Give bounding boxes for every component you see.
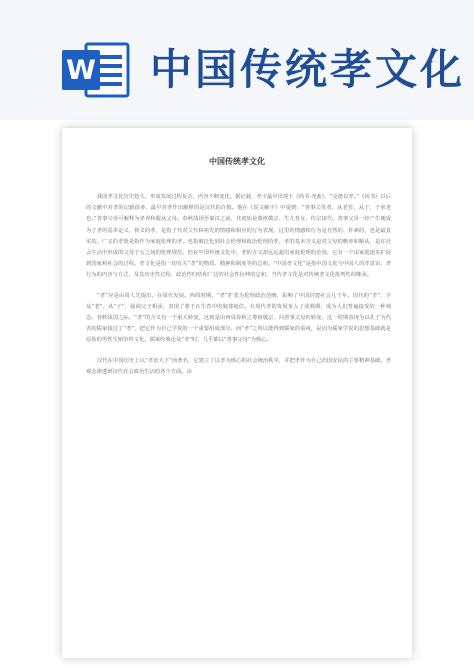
banner xyxy=(0,0,474,120)
word-icon-letter: W xyxy=(66,55,96,86)
banner-title: 中国传统孝文化 xyxy=(150,45,466,94)
paragraph-3: 汉代在中国历史上以“孝治天下”而著名，它建立了以孝为核心的社会统治秩序，并把孝作为自己治国安民的主要精神基础。孝观念渗透到汉代社会政治生活的各个方面。由 xyxy=(86,357,391,375)
document-body xyxy=(86,192,391,387)
word-icon xyxy=(62,40,132,100)
document-title: 中国传统孝文化 xyxy=(209,157,265,166)
document-page xyxy=(62,128,412,658)
paragraph-2: “孝”应是由周人先提出，在周代发展。西周时期，“孝”扩张为伦理政治范畴，影响了中国封建社会几千年。周代的“孝”，字从“老”，从“子”，强调父子相承，表现了尊于在生育中的独尊地位。在周代孝的发展步入了成熟期，成为人们普遍接受的一种观念。春秋战国之际，“孝”的含义有一个重大转变，这就是由西周春秋之尊祖敬宗、向善事父母的转变。这一时期表现为以孔子为代表的儒家接过了“孝”，把它作为自己学说的一个重要组成部分。而“孝”之所以能得到儒家的重视，是因为儒家学说的思想基础就是原始的男性生殖崇拜文化。儒家经典论及“孝”时，几乎都以“善事父母”为核心。 xyxy=(86,292,391,344)
paragraph-1: 我国孝文化历史悠久、形成发展过程复杂，内容不断变化。据记载，孝字最早出现于《尚书·尧曲》，“克谐以孝。”《尚书》以后的文献中对孝的记载很多，最早对孝作出解释的是汉代的许慎。他在《说文解字》中提到：“善事父母者，从老省，从子，子承老也。”善事父母可解释为孝养和服从父母。春秋战国至秦汉之前，其初始是尊祖敬宗、生儿育女、传宗接代。善事父母一经产生便成为了孝的基本定义。狭义的孝，是指子代对父代和祖先的情感和相应的行为表现。这里的情感和行为是自然的、朴素的，也是最真实的。广义的孝既是指作为家庭伦理的孝，也指被泛化到社会伦理和政治伦理的孝。孝的基本含义是对父母的赡养和顺从，是在社会生活中形成的父母子女之间的伦理规范。但在中国传统文化中，孝的含义却远远超出家庭伦理的范围，它有一个由家庭逐步扩展到国家和社会的过程。孝文化是指一切有关“孝”的物质、精神和制度等的总和。“中国孝文化”是指中国文化与中国人的孝意识、孝行为的内容与方式，及其历史性过程、政治性归结和广泛的社会性衍伸的总和。当代孝文化是对传统孝文化批判性的继承。 xyxy=(86,194,391,279)
